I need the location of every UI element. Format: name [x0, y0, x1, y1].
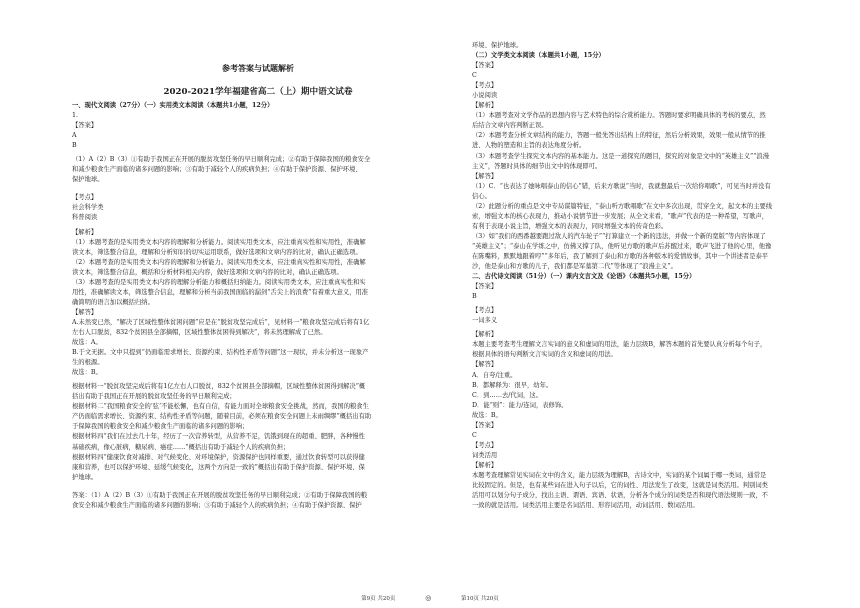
answer-line: C: [472, 72, 477, 80]
jieda-tag: 【解答】: [472, 361, 498, 369]
jieda-line: 沙，他是泰山和方歌的儿子，我们都是军墓第二代”等体现了“浪漫主义”。: [472, 263, 677, 271]
answer-tag: 【答案】: [72, 122, 98, 130]
jieda-line: B.于文无据。文中只提到“仍面临需求增长、资源约束、结构性矛盾等问题”这一现状，并未分析这一现象产: [72, 349, 369, 357]
jiexi-line: 活用可以划分句子成分，找出主语、谓语、宾语、状语，分析各个成分的词类是否和现代语法规则一致，不: [472, 492, 768, 500]
answer-line: A: [72, 132, 77, 140]
jieda-line: 信心。: [472, 192, 491, 200]
jieda-line: 在陈嘴料，默默地跟着哼”“多年后，我了解到了泰山和方歌的各种版本的爱情故事，其中一个讲述者是泰平: [472, 252, 769, 260]
material-line: 根据材料二“我国粮食安全的‘弦’不能松懈，也有自信，有能力面对全球粮食安全挑战，然而，我国的粮食生: [72, 403, 369, 411]
jiexi-line: （3）本题考查学生探究文本内容的基本能力。这是一道探究的题目，探究的对象是文中的“英雄主义”“浪漫: [472, 152, 770, 160]
left-page-column: [72, 62, 444, 511]
jiexi-line: （2）本题考查的是实用类文本内容的理解和分析能力。阅读实用类文本，应注重真实性和实用性，准确解: [72, 258, 366, 266]
continued-line: 环境、保护地球。: [472, 42, 523, 49]
page-footer: [0, 594, 860, 602]
kaodian-line: 一词多义: [472, 317, 498, 325]
material-line: 护地球。: [72, 473, 98, 481]
jieda-line: “英雄主义”；“泰山在学练之中，仿佛又撑了队，他听见方歌的歌声后苏醒过来，歌声飞进了他的心里，他豫: [472, 242, 772, 250]
jieda-line: 生的根源。: [72, 359, 104, 367]
jieda-line: 故选：A。: [72, 339, 102, 347]
jieda-tag: 【解答】: [472, 172, 498, 180]
option-line: B．都解释为：很早，幼年。: [472, 381, 553, 389]
section-heading: 一、现代文阅读（27分）（一）实用类文本阅读（本题共1小题，12分）: [72, 102, 274, 109]
jieda-line: 故选：B。: [72, 369, 102, 377]
answer-line: （1）A（2）B（3）①有助于我国正在开展的脱贫攻坚任务的早日顺利完成；②有助于保障我国的粮食安全: [72, 156, 371, 164]
jiexi-line: （1）本题考查的是实用类文本内容的理解和分析能力。阅读实用类文本，应注重真实性和实用性，准确解: [72, 238, 366, 246]
jieda-line: 左右人口脱贫，832个贫困县全部摘帽，区域性整体贫困得到解决”，将未然理解成了已然。: [72, 328, 327, 336]
jiexi-line: 本题主要考查考生理解文言实词的意义和虚词的用法，能力层级B，解答本题的首先要认真分析每个句子，: [472, 341, 767, 349]
kaodian-line: 科普阅读: [72, 214, 98, 222]
jieda-tag: 【解答】: [72, 308, 98, 316]
jiexi-line: （2）本题考查分析文章结构的能力，答题一般先答出结构上的特征，然后分析效果，效果一般从情节的推: [472, 132, 766, 140]
kaodian-line: 词类活用: [472, 451, 498, 459]
document-title: 参考答案与试题解析: [222, 63, 294, 73]
section-heading: 二、古代诗文阅读（51分）（一）课内文言文及《论语》（本题共5小题，15分）: [472, 273, 696, 281]
jiexi-tag: 【解析】: [472, 102, 498, 110]
jiexi-tag: 【解析】: [472, 461, 498, 469]
kaodian-line: 小说阅读: [472, 92, 498, 100]
material-line: 康和营养，也可以保护环境、延缓气候变化，这两个方向是一致的”概括出有助于保护资源、保护环境、保: [72, 463, 365, 471]
jiexi-line: 本题考查理解常见实词在文中的含义，能力层级为理解B，古诗文中，实词的某个词属于哪一类词，通常是: [472, 471, 767, 479]
right-page-column: [472, 41, 844, 511]
final-answer-line: 答案：（1）A（2）B（3）①有助于我国正在开展的脱贫攻坚任务的早日顺利完成；②有助于保障我国的粮: [72, 491, 368, 499]
answer-line: B: [72, 142, 77, 150]
jieda-line: A.未然变已然，“解决了区域性整体贫困问题”应是在“脱贫攻坚完成后”，见材料一“粮食攻坚完成后将有1亿: [72, 318, 370, 326]
kaodian-tag: 【考点】: [472, 82, 498, 90]
jieda-line: （3）如“我们的西番越要跑过敌人的汽车轮子”“打算建立一个新的违法，并做一个新的宽版”等内容体现了: [472, 232, 766, 240]
answer-tag: 【答案】: [472, 62, 498, 70]
material-line: 根据材料四“健康饮食对减排、对气候变化、对环境保护，资源保护也同样重要，通过饮食转型可以获得健: [72, 453, 365, 461]
jiexi-line: 主义”，答题时具体的细节出文中的体现即可。: [472, 162, 602, 170]
material-line: 产仍面临需求增长、资源约束、结构性矛盾等问题，随着目前，必须在粮食安全问题上未雨绸缪”概括出有助: [72, 413, 372, 421]
kaodian-tag: 【考点】: [472, 307, 498, 315]
jiexi-line: （3）本题考查的是实用类文本内容的理解分析能力和概括归纳能力。阅读实用类文本，应注重真实性和实: [72, 278, 366, 286]
jiexi-tag: 【解析】: [472, 331, 498, 339]
material-line: 括出有助于我国正在开展的脱贫攻坚任务的早日顺利完成；: [72, 393, 236, 401]
material-line: 根据材料一“脱贫攻坚完成后将有1亿左右人口脱贫，832个贫困县全部摘帽，区域性整体贫困得到解决”概: [72, 383, 366, 391]
option-line: D．能“则”：能力/连词，表修饰。: [472, 401, 568, 409]
kaodian-tag: 【考点】: [472, 441, 498, 449]
jiexi-line: 确简明的语言加以概括归纳。: [72, 298, 154, 306]
jiexi-line: 一致的就是活用。词类活用主要是名词活用、形容词活用，动词活用、数词活用。: [472, 502, 699, 510]
exam-title: 2020-2021学年福建省高二（上）期中语文试卷: [163, 87, 353, 97]
option-line: A．自夸/注重。: [472, 371, 517, 379]
jieda-line: 索，增强文本的核心表现力，推动小说情节进一步发展；从全文来看，“歌声”代表的是一种希望，写歌声，: [472, 212, 769, 220]
jiexi-tag: 【解析】: [72, 228, 98, 236]
jieda-line: （2）此题分析的重点是文中专局谋篇特征，“泰山听方歌唱歌”在文中多次出现，贯穿全文，起文本的主要线: [472, 202, 773, 210]
answer-tag: 【答案】: [472, 421, 498, 429]
page-number-left: 第9页 共20页: [361, 596, 396, 602]
section-heading: （二）文学类文本阅读（本题共1小题，15分）: [472, 52, 605, 60]
jiexi-line: 进、人物的塑造和主旨的表达角度分析。: [472, 142, 586, 150]
question-number: 1.: [72, 112, 79, 120]
kaodian-line: 社会科学类: [72, 204, 104, 212]
kaodian-tag: 【考点】: [72, 194, 98, 202]
option-line: 故选：B。: [472, 411, 502, 419]
answer-line: C: [472, 431, 477, 439]
jiexi-line: 比较固定的。但是，也有某些词在进入句子以后，它的词性、用法发生了改变，这就是词类活用。判别词类: [472, 482, 768, 490]
jieda-line: （1）C．“也表达了她咏唱泰山的信心”错，后来方歌说“当时，我就想最后一次给你唱歌”，可见当时并没有: [472, 182, 771, 190]
page-number-right: 第10页 共20页: [461, 596, 499, 602]
material-line: 根据材料四“我们在过去几十年，经历了一次营养转型，从营养不足，饥饿到现在的超重、肥胖，各种慢性: [72, 433, 365, 441]
final-answer-line: 食安全和减少粮食生产面临的诸多问题的影响；③有助于减轻个人的疾病负担；④有助于保护资源、保护: [72, 501, 362, 509]
jiexi-line: 根据具体的语句判断文言实词的含义和虚词的用法。: [472, 351, 617, 359]
material-line: 于保障我国的粮食安全和减少粮食生产面临的诸多问题的影响；: [72, 423, 249, 431]
answer-line: B: [472, 293, 477, 301]
jiexi-line: 读文本，筛选整合信息，理解和分析知识的切实运用联系，做好选项和文章内容的比对，确认正确选项。: [72, 248, 362, 256]
jiexi-line: 后结合文章内容判断正误。: [472, 122, 548, 130]
answer-tag: 【答案】: [472, 283, 498, 291]
answer-line: 保护地球。: [72, 176, 104, 184]
option-line: C．到……去/代词，这。: [472, 391, 542, 399]
jiexi-line: 用性，准确解读文本，筛选整合信息，理解和分析当前我国面临的漏剑“舌尖上的浪费”有着重大意义，用准: [72, 288, 369, 296]
answer-line: 和减少粮食生产面临的诸多问题的影响；③有助于减轻个人的疾病负担；④有助于保护资源、保护环境、: [72, 166, 362, 174]
jiexi-line: （1）本题考查对文学作品的思想内容与艺术特色的综合赏析能力。答题时要求明确具体的考核的要点，然: [472, 112, 766, 120]
jieda-line: 有利于表现小说主旨，增强文本的表现力，同时增强文本的传奇色彩。: [472, 222, 668, 230]
jiexi-line: 读文本，筛选整合信息，概括和分析材料相关内容，做好选项和文章内容的比对，确认正确选项。: [72, 268, 343, 276]
binding-mark: ◎: [425, 594, 432, 602]
material-line: 基础疾病，像心脏病，糖尿病、癌症……”概括出有助于减轻个人的疾病负担；: [72, 443, 290, 451]
